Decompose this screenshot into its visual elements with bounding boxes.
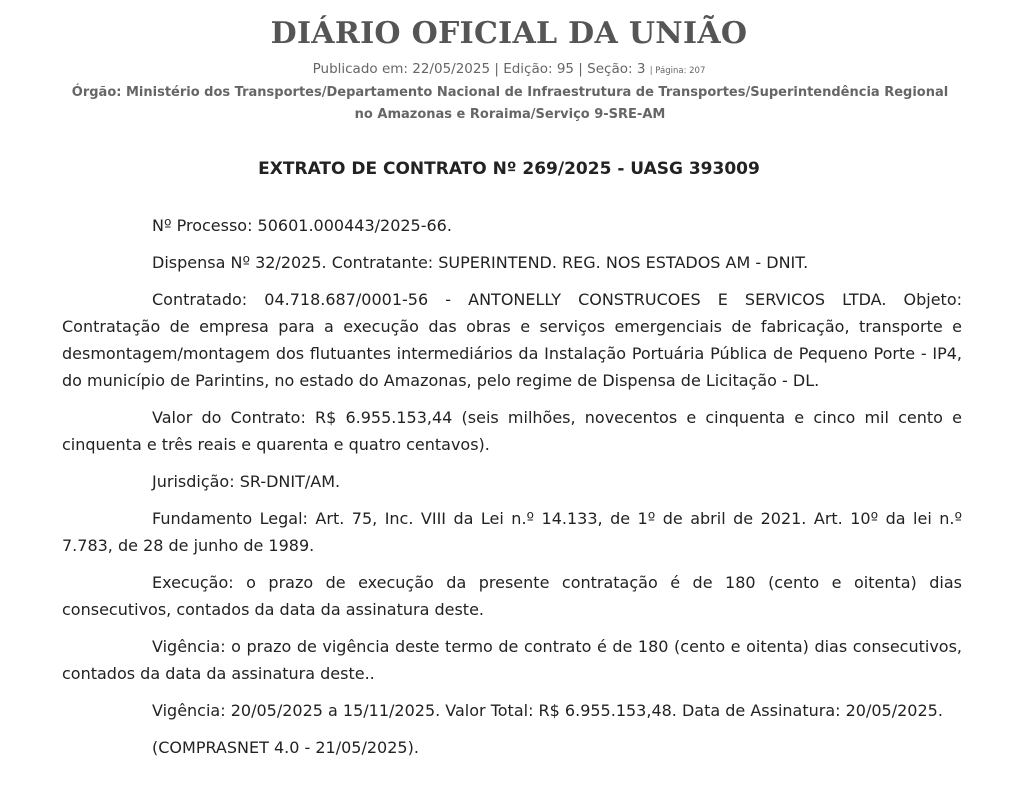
page-number: | Página: 207 bbox=[649, 66, 706, 76]
paragraph-jurisdicao: Jurisdição: SR-DNIT/AM. bbox=[152, 472, 341, 491]
paragraph-processo: Nº Processo: 50601.000443/2025-66. bbox=[152, 216, 452, 235]
paragraph-comprasnet: (COMPRASNET 4.0 - 21/05/2025). bbox=[152, 738, 419, 757]
paragraph-valor: Valor do Contrato: R$ 6.955.153,44 (seis milhões, novecentos e cinquenta e cinco mil cento e cinquenta e três reais e quarenta e quatro centavos). bbox=[62, 408, 962, 454]
publication-info bbox=[0, 59, 1018, 81]
publication-details: Publicado em: 22/05/2025 | Edição: 95 | Seção: 3 bbox=[312, 61, 646, 77]
document-body bbox=[62, 212, 962, 771]
paragraph-fundamento: Fundamento Legal: Art. 75, Inc. VIII da Lei n.º 14.133, de 1º de abril de 2021. Art. 10º da lei n.º 7.783, de 28 de junho de 1989. bbox=[62, 509, 962, 555]
paragraph-execucao: Execução: o prazo de execução da presente contratação é de 180 (cento e oitenta) dias consecutivos, contados da data da assinatura deste. bbox=[62, 573, 962, 619]
newspaper-title: DIÁRIO OFICIAL DA UNIÃO bbox=[270, 16, 748, 51]
issuing-agency: Órgão: Ministério dos Transportes/Departamento Nacional de Infraestrutura de Transportes/Superintendência Regional no Amazonas e Roraima/Serviço 9-SRE-AM bbox=[71, 85, 949, 122]
paragraph-vigencia-prazo: Vigência: o prazo de vigência deste termo de contrato é de 180 (cento e oitenta) dias consecutivos, contados da data da assinatura deste.. bbox=[62, 637, 962, 683]
paragraph-contratado: Contratado: 04.718.687/0001-56 - ANTONELLY CONSTRUCOES E SERVICOS LTDA. Objeto: Contratação de empresa para a execução das obras e serviços emergenciais de fabricação, transporte e desmontagem/montagem dos flutuantes intermediários da Instalação Portuária Pública de Pequeno Porte - IP4, do município de Parintins, no estado do Amazonas, pelo regime de Dispensa de Licitação - DL. bbox=[62, 290, 962, 390]
document-title: EXTRATO DE CONTRATO Nº 269/2025 - UASG 393009 bbox=[258, 159, 760, 179]
paragraph-vigencia-datas: Vigência: 20/05/2025 a 15/11/2025. Valor Total: R$ 6.955.153,48. Data de Assinatura: 20/05/2025. bbox=[152, 701, 943, 720]
paragraph-dispensa: Dispensa Nº 32/2025. Contratante: SUPERINTEND. REG. NOS ESTADOS AM - DNIT. bbox=[152, 253, 809, 272]
